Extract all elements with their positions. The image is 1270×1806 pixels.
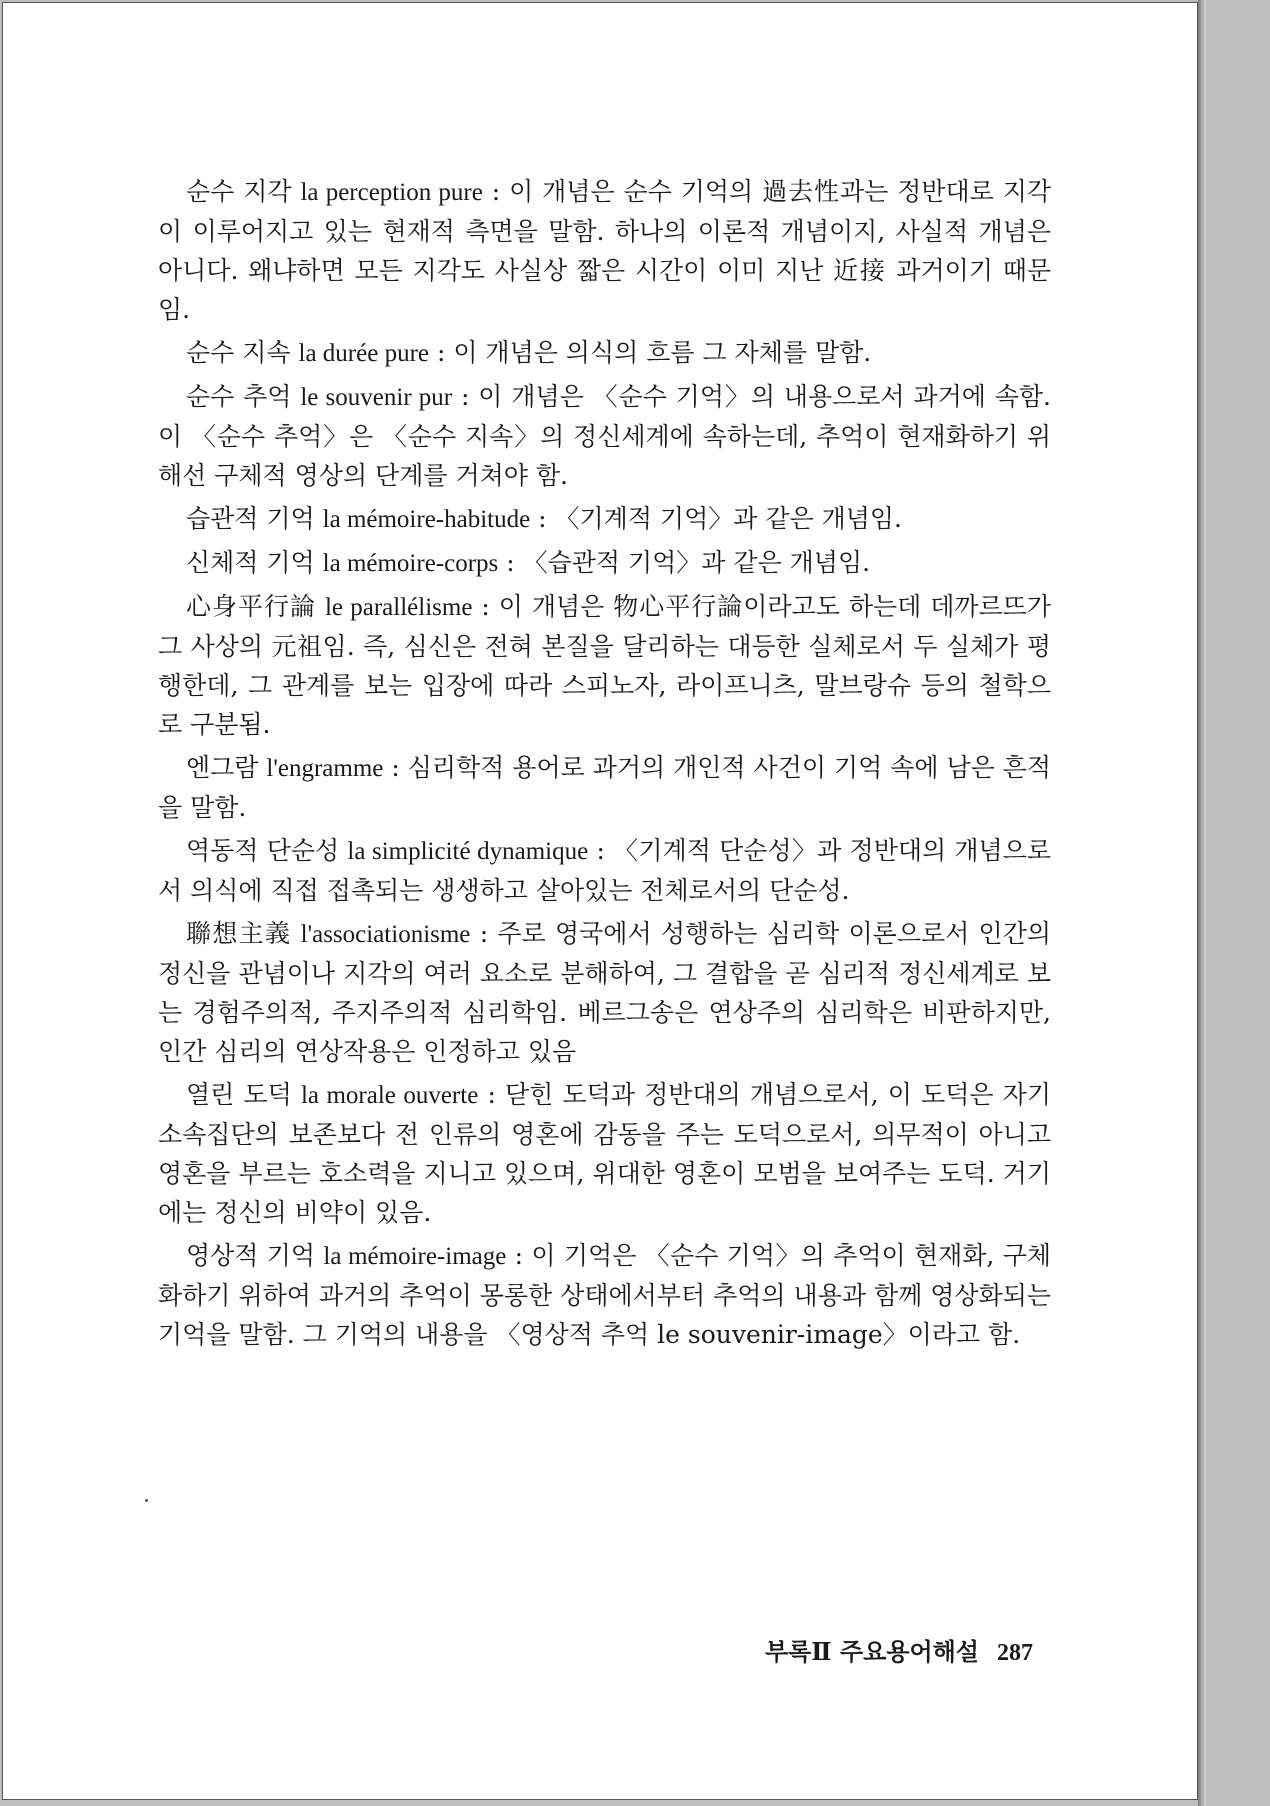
entry-foreign-term: le souvenir pur [300, 384, 453, 411]
entry-foreign-term: la morale ouverte [300, 1082, 479, 1109]
glossary-entry [158, 748, 1051, 827]
entry-definition: : 〈습관적 기억〉과 같은 개념임. [498, 548, 871, 577]
glossary-entry [158, 831, 1051, 910]
entry-definition: : 이 기억은 〈순수 기억〉의 추억이 현재화, 구체화하기 위하여 과거의 추억이 몽롱한 상태에서부터 추억의 내용과 함께 영상화되는 기억을 말함. 그 기억의 내용을 〈영상적 추억 le souvenir-image〉이라고 함. [158, 1241, 1051, 1349]
entry-term: 역동적 단순성 [186, 836, 340, 865]
glossary-entry [158, 543, 1051, 583]
glossary-entry [158, 333, 1051, 373]
entry-foreign-term: le parallélisme [324, 594, 473, 621]
page-number: 287 [997, 1640, 1033, 1666]
entry-foreign-term: la perception pure [300, 179, 483, 206]
entry-definition: : 심리학적 용어로 과거의 개인적 사건이 기억 속에 남은 흔적을 말함. [158, 753, 1051, 822]
entry-foreign-term: la mémoire-image [323, 1243, 507, 1270]
entry-foreign-term: l'engramme [266, 755, 384, 782]
entry-definition: : 주로 영국에서 성행하는 심리학 이론으로서 인간의 정신을 관념이나 지각의 여러 요소로 분해하여, 그 결합을 곧 심리적 정신세계로 보는 경험주의적, 주지주의적 심리학임. 베르그송은 연상주의 심리학은 비판하지만, 인간 심리의 연상작용은 인정하고 있음 [158, 919, 1051, 1066]
entry-term: 순수 추억 [186, 382, 292, 411]
entry-term: 엔그람 [186, 753, 259, 782]
page-edge-shadow [1198, 0, 1206, 1806]
glossary-entry [158, 587, 1051, 744]
entry-definition: : 〈기계적 기억〉과 같은 개념임. [530, 504, 902, 533]
entry-term: 聯想主義 [186, 919, 292, 948]
glossary-entry [158, 914, 1051, 1071]
entry-definition: : 이 개념은 〈순수 기억〉의 내용으로서 과거에 속함. 이 〈순수 추억〉은 〈순수 지속〉의 정신세계에 속하는데, 추억이 현재화하기 위해선 구체적 영상의 단계를 거쳐야 함. [158, 382, 1051, 490]
entry-definition: : 이 개념은 순수 기억의 過去性과는 정반대로 지각이 이루어지고 있는 현재적 측면을 말함. 하나의 이론적 개념이지, 사실적 개념은 아니다. 왜냐하면 모든 지각도 사실상 짧은 시간이 이미 지난 近接 과거이기 때문임. [158, 177, 1051, 324]
glossary-entry [158, 377, 1051, 495]
entry-term: 열린 도덕 [186, 1080, 292, 1109]
entry-foreign-term: la durée pure [298, 340, 429, 367]
entry-foreign-term: la mémoire-habitude [322, 506, 531, 533]
print-speck [145, 1499, 148, 1502]
entry-term: 순수 지속 [186, 338, 291, 367]
entry-definition: : 닫힌 도덕과 정반대의 개념으로서, 이 도덕은 자기 소속집단의 보존보다 전 인류의 영혼에 감동을 주는 도덕으로서, 의무적이 아니고 영혼을 부르는 호소력을 지니고 있으며, 위대한 영혼이 모범을 보여주는 도덕. 거기에는 정신의 비약이 있음. [158, 1080, 1051, 1227]
entry-foreign-term: la mémoire-corps [322, 550, 499, 577]
entry-foreign-term: l'associationisme [300, 921, 471, 948]
entry-foreign-term: la simplicité dynamique [347, 838, 589, 865]
entry-term: 신체적 기억 [186, 548, 315, 577]
glossary-entry [158, 1075, 1051, 1232]
entry-term: 습관적 기억 [186, 504, 315, 533]
entry-definition: : 이 개념은 의식의 흐름 그 자체를 말함. [429, 338, 872, 367]
entry-term: 心身平行論 [186, 592, 317, 621]
page-footer [765, 1632, 1033, 1667]
entry-term: 영상적 기억 [186, 1241, 316, 1270]
glossary-entry [158, 172, 1051, 329]
glossary-text [158, 172, 1051, 1358]
entry-term: 순수 지각 [186, 177, 292, 206]
entry-definition: : 〈기계적 단순성〉과 정반대의 개념으로서 의식에 직접 접촉되는 생생하고 살아있는 전체로서의 단순성. [158, 836, 1051, 905]
running-footer-section: 부록Ⅱ 주요용어해설 [764, 1637, 979, 1666]
glossary-entry [158, 1236, 1051, 1354]
entry-definition: : 이 개념은 物心平行論이라고도 하는데 데까르뜨가 그 사상의 元祖임. 즉, 심신은 전혀 본질을 달리하는 대등한 실체로서 두 실체가 평행한데, 그 관계를 보는 입장에 따라 스피노자, 라이프니츠, 말브랑슈 등의 철학으로 구분됨. [158, 592, 1051, 739]
glossary-entry [158, 499, 1051, 539]
